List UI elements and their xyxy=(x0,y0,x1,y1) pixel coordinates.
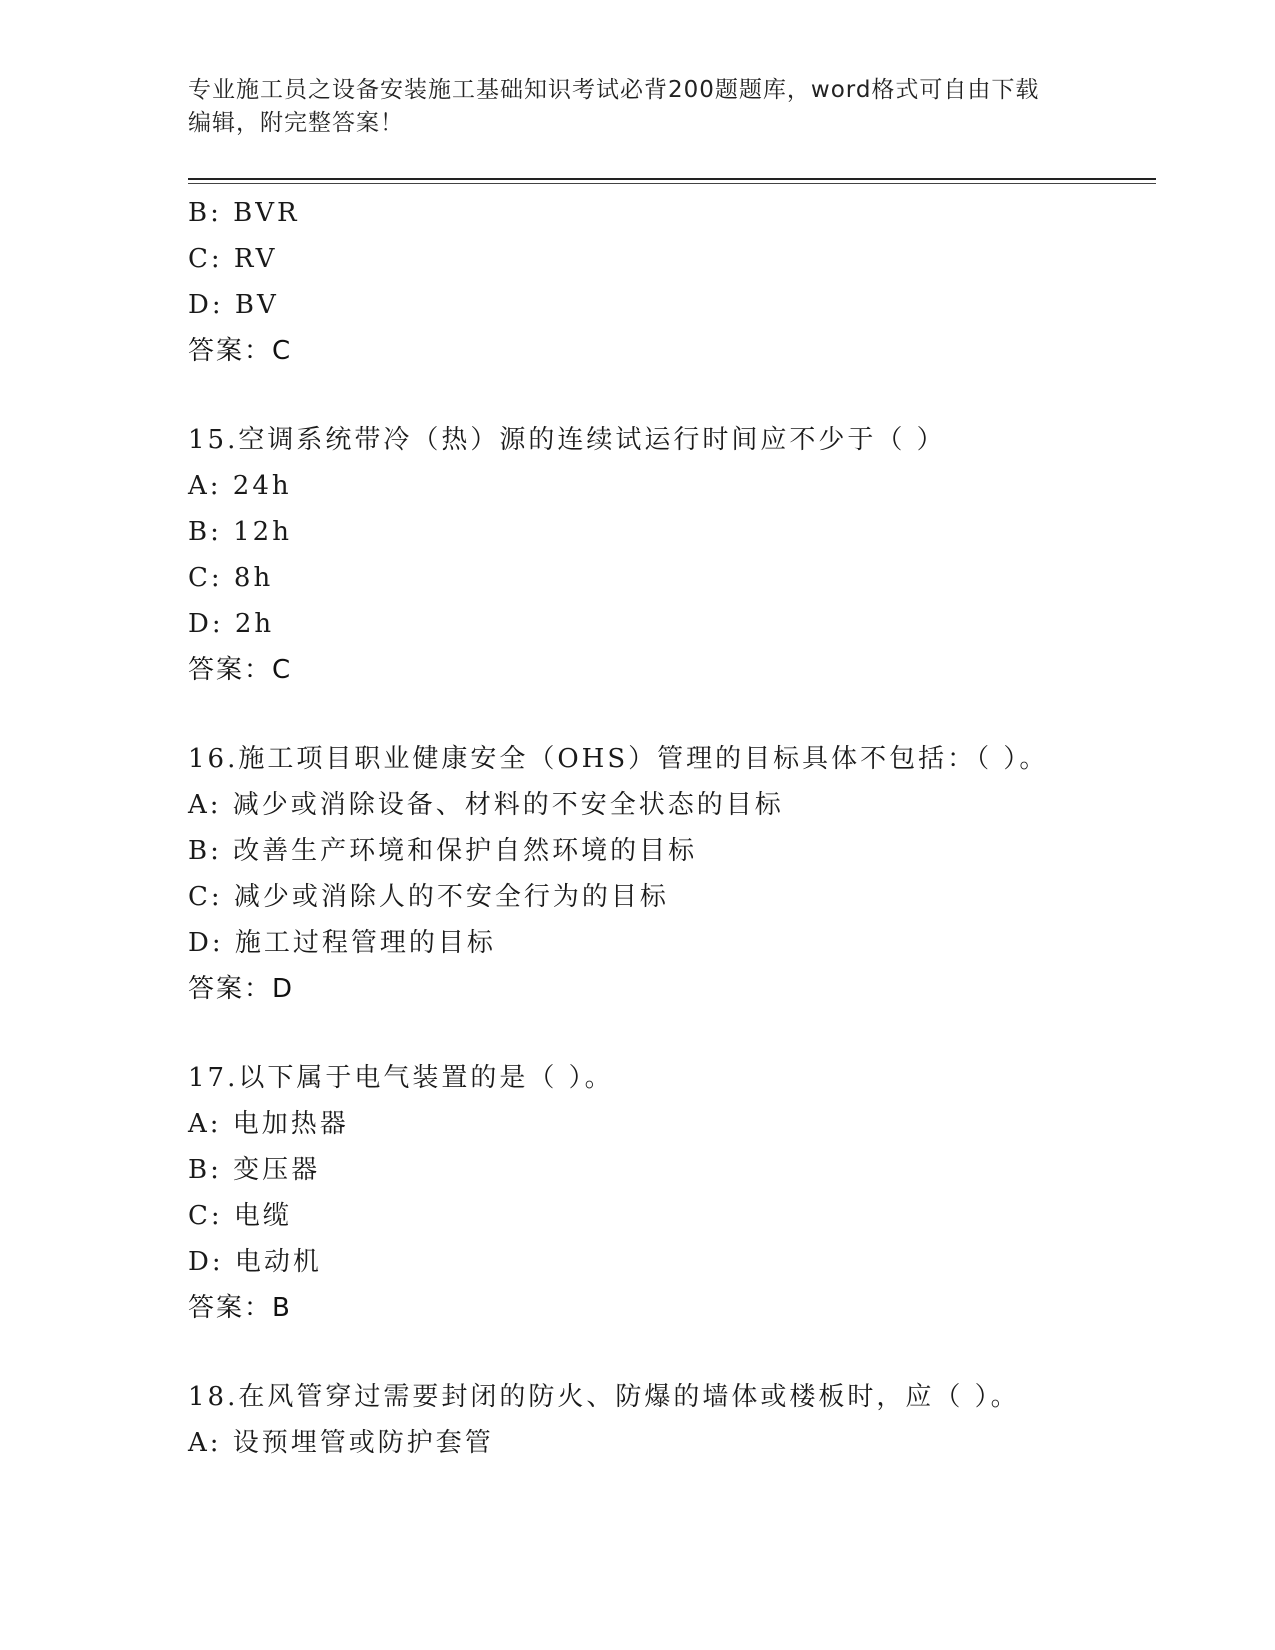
header-line-1: 专业施工员之设备安装施工基础知识考试必背200题题库，word格式可自由下载 xyxy=(188,77,1040,103)
question-stem: 17.以下属于电气装置的是（ ）。 xyxy=(188,1063,614,1093)
question-stem: 16.施工项目职业健康安全（OHS）管理的目标具体不包括：（ ）。 xyxy=(188,744,1049,774)
question-stem: 18.在风管穿过需要封闭的防火、防爆的墙体或楼板时，应（ ）。 xyxy=(188,1382,1020,1412)
option-d: D: BV xyxy=(188,290,279,320)
option-a: A: 24h xyxy=(188,471,292,501)
header-divider-thick xyxy=(188,178,1156,180)
option-b: B: 12h xyxy=(188,517,292,547)
question-block-15 xyxy=(188,417,1156,693)
answer-line: 答案：D xyxy=(188,974,295,1004)
option-b: B: BVR xyxy=(188,198,300,228)
option-c: C: 电缆 xyxy=(188,1201,292,1231)
header-line-2: 编辑，附完整答案！ xyxy=(188,110,404,136)
question-stem: 15.空调系统带冷（热）源的连续试运行时间应不少于（ ） xyxy=(188,425,946,455)
header-divider-thin xyxy=(188,183,1156,184)
answer-line: 答案：C xyxy=(188,655,293,685)
option-c: C: RV xyxy=(188,244,278,274)
question-block-17 xyxy=(188,1055,1156,1331)
option-c: C: 8h xyxy=(188,563,274,593)
document-header xyxy=(188,74,1088,140)
option-a: A: 设预埋管或防护套管 xyxy=(188,1428,494,1458)
question-list xyxy=(188,190,1156,1466)
option-d: D: 电动机 xyxy=(188,1247,322,1277)
option-d: D: 施工过程管理的目标 xyxy=(188,928,496,958)
option-c: C: 减少或消除人的不安全行为的目标 xyxy=(188,882,669,912)
option-b: B: 改善生产环境和保护自然环境的目标 xyxy=(188,836,698,866)
option-d: D: 2h xyxy=(188,609,275,639)
option-a: A: 减少或消除设备、材料的不安全状态的目标 xyxy=(188,790,784,820)
question-block-14 xyxy=(188,190,1156,374)
answer-line: 答案：B xyxy=(188,1293,292,1323)
answer-line: 答案：C xyxy=(188,336,293,366)
option-b: B: 变压器 xyxy=(188,1155,321,1185)
question-block-18 xyxy=(188,1374,1156,1466)
question-block-16 xyxy=(188,736,1156,1012)
option-a: A: 电加热器 xyxy=(188,1109,349,1139)
